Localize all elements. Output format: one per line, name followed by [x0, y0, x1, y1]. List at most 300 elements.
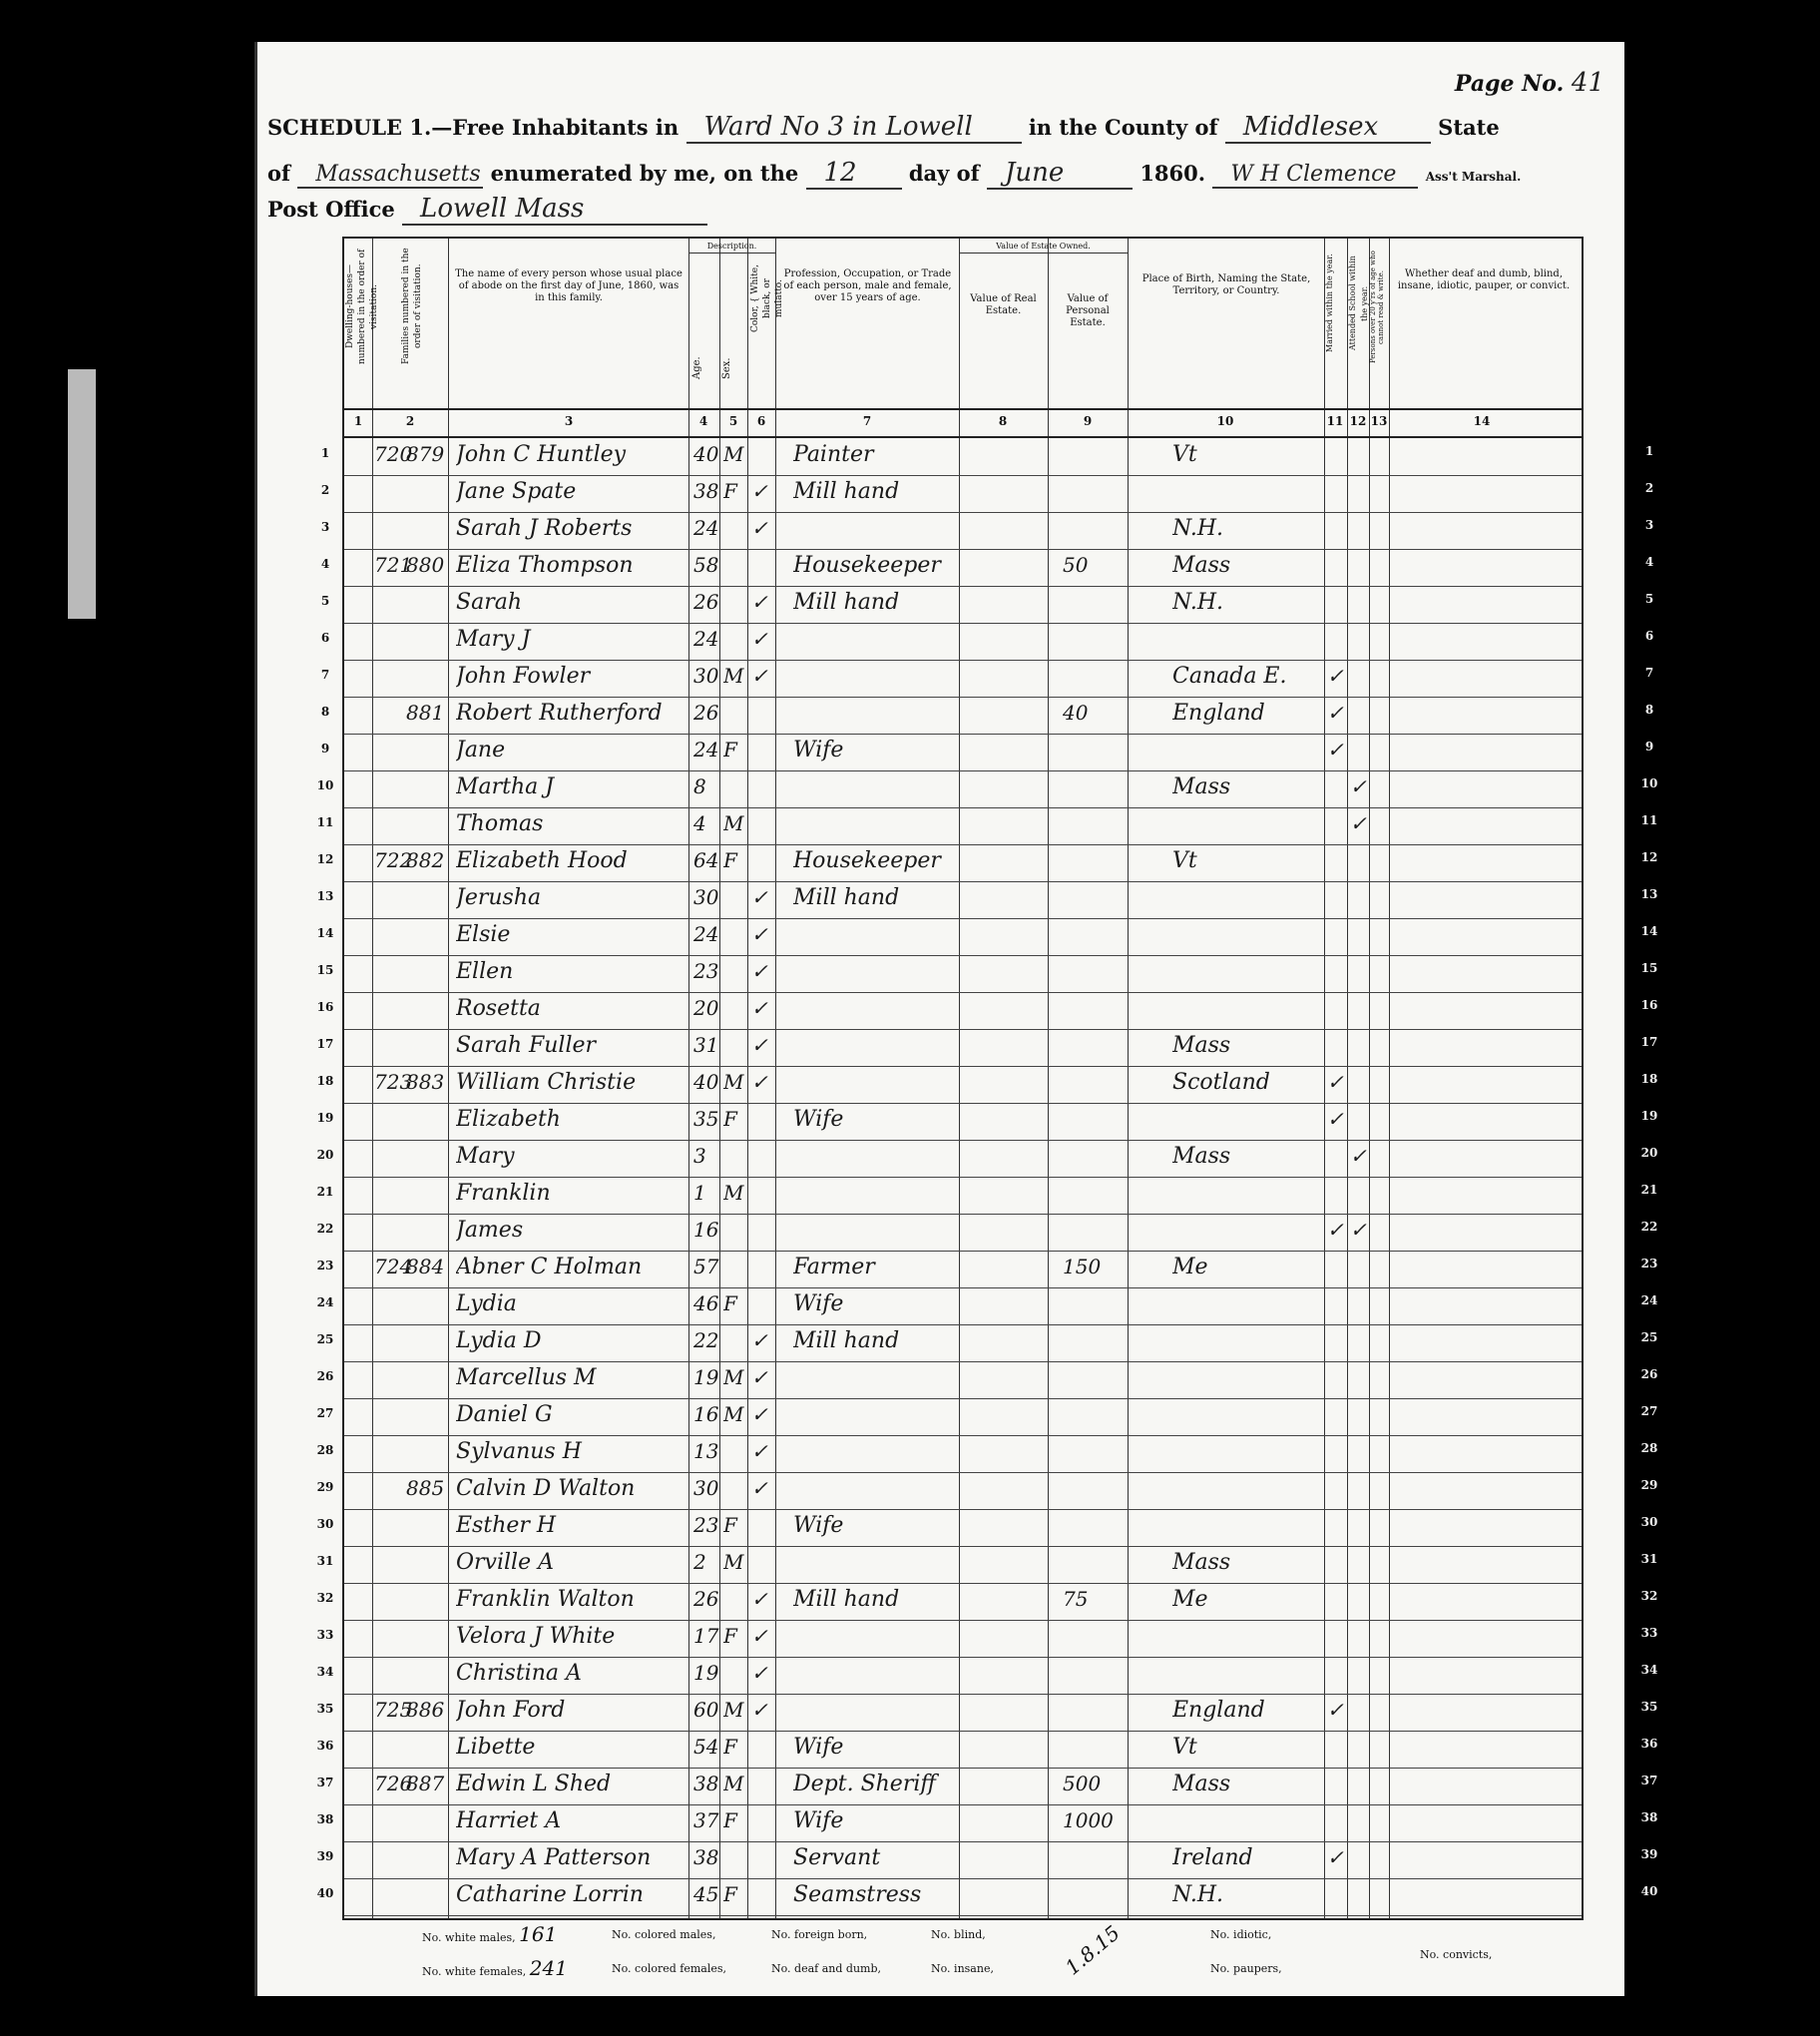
color-mark: ✓ [751, 664, 768, 688]
occupation: Housekeeper [793, 848, 941, 873]
table-row [316, 1583, 1582, 1621]
age: 19 [693, 1365, 719, 1389]
personal-estate-value: 50 [1063, 553, 1089, 577]
age: 60 [693, 1698, 719, 1722]
right-line-number: 22 [1640, 1220, 1658, 1234]
line-number: 17 [316, 1037, 334, 1051]
col-12-header: Attended School within the year. [1348, 255, 1369, 351]
right-line-number: 16 [1640, 998, 1658, 1012]
married-mark: ✓ [1327, 1845, 1344, 1869]
table-row [316, 1620, 1582, 1658]
birthplace: Mass [1172, 1772, 1231, 1796]
table-row [316, 1841, 1582, 1879]
color-mark: ✓ [751, 922, 768, 946]
color-mark: ✓ [751, 959, 768, 983]
col-num: 8 [998, 414, 1008, 428]
family-number: 879 [406, 442, 445, 466]
table-row [316, 1472, 1582, 1510]
age: 8 [693, 774, 706, 798]
age: 24 [693, 516, 719, 540]
age: 30 [693, 885, 719, 909]
col-num: 11 [1326, 414, 1344, 428]
right-line-number: 10 [1640, 776, 1658, 790]
occupation: Servant [793, 1845, 881, 1870]
person-name: Edwin L Shed [456, 1772, 612, 1796]
of-label: of [267, 161, 291, 186]
right-line-number: 32 [1640, 1589, 1658, 1603]
age: 13 [693, 1439, 719, 1463]
married-mark: ✓ [1327, 1107, 1344, 1131]
right-line-number: 4 [1644, 555, 1654, 569]
occupation: Farmer [793, 1255, 875, 1279]
color-mark: ✓ [751, 1698, 768, 1722]
state-field: Massachusetts [297, 162, 483, 189]
right-line-number: 11 [1640, 813, 1658, 827]
right-line-number: 28 [1640, 1441, 1658, 1455]
right-line-number: 27 [1640, 1404, 1658, 1418]
age: 26 [693, 1587, 719, 1611]
county-field: Middlesex [1225, 112, 1431, 144]
person-name: Catharine Lorrin [456, 1882, 644, 1907]
age: 30 [693, 664, 719, 688]
birthplace: Mass [1172, 1144, 1231, 1169]
person-name: Daniel G [456, 1402, 553, 1427]
age: 35 [693, 1107, 719, 1131]
col-4-header: Age. [691, 356, 702, 380]
color-mark: ✓ [751, 1587, 768, 1611]
line-number: 20 [316, 1148, 334, 1162]
age: 26 [693, 701, 719, 725]
table-row [316, 1361, 1582, 1399]
line-number: 12 [316, 852, 334, 866]
personal-estate-value: 500 [1063, 1772, 1102, 1795]
right-line-number: 15 [1640, 961, 1658, 975]
occupation: Mill hand [793, 885, 900, 910]
person-name: John Ford [456, 1698, 566, 1723]
right-line-number: 8 [1644, 703, 1654, 717]
line-number: 5 [320, 594, 330, 608]
person-name: Esther H [456, 1513, 557, 1538]
age: 64 [693, 848, 719, 872]
table-row [316, 1731, 1582, 1769]
table-header [344, 239, 1582, 410]
table-row [316, 1214, 1582, 1252]
marshal-field: W H Clemence [1212, 162, 1418, 189]
table-row [316, 1177, 1582, 1215]
column-number-row [344, 408, 1582, 438]
sex: M [723, 1772, 744, 1795]
white-females-label: No. white females, [422, 1965, 527, 1978]
person-name: John C Huntley [456, 442, 627, 467]
right-line-number: 20 [1640, 1146, 1658, 1160]
right-line-number: 37 [1640, 1774, 1658, 1787]
right-line-number: 24 [1640, 1293, 1658, 1307]
day-label: day of [908, 161, 980, 186]
right-line-number: 39 [1640, 1847, 1658, 1861]
post-office-field: Lowell Mass [402, 194, 707, 226]
person-name: Orville A [456, 1550, 554, 1575]
table-row [316, 1546, 1582, 1584]
person-name: Velora J White [456, 1624, 616, 1649]
age: 23 [693, 1513, 719, 1537]
line-number: 35 [316, 1702, 334, 1716]
line-number: 36 [316, 1739, 334, 1753]
age: 45 [693, 1882, 719, 1906]
table-row [320, 697, 1582, 735]
right-line-number: 25 [1640, 1330, 1658, 1344]
line-number: 15 [316, 963, 334, 977]
right-line-number: 18 [1640, 1072, 1658, 1086]
married-mark: ✓ [1327, 1698, 1344, 1722]
place-field: Ward No 3 in Lowell [686, 112, 1022, 144]
birthplace: England [1172, 701, 1265, 726]
white-males [422, 1922, 557, 1946]
line-number: 13 [316, 889, 334, 903]
right-line-number: 12 [1640, 850, 1658, 864]
line-number: 22 [316, 1222, 334, 1236]
right-line-number: 23 [1640, 1257, 1658, 1271]
color-mark: ✓ [751, 590, 768, 614]
line-number: 7 [320, 668, 330, 682]
estate-header: Value of Estate Owned. [959, 241, 1128, 254]
table-row [316, 918, 1582, 956]
right-line-number: 21 [1640, 1183, 1658, 1197]
line-number: 30 [316, 1517, 334, 1531]
line-number: 6 [320, 631, 330, 645]
color-mark: ✓ [751, 1476, 768, 1500]
person-name: William Christie [456, 1070, 637, 1095]
age: 40 [693, 442, 719, 466]
age: 40 [693, 1070, 719, 1094]
color-mark: ✓ [751, 1365, 768, 1389]
sex: M [723, 1550, 744, 1574]
table-row [320, 623, 1582, 661]
sex: F [723, 1808, 737, 1832]
right-line-number: 35 [1640, 1700, 1658, 1714]
table-row [316, 1140, 1582, 1178]
age: 24 [693, 627, 719, 651]
col-9-header: Value of Personal Estate. [1066, 293, 1110, 328]
white-males-label: No. white males, [422, 1931, 516, 1944]
person-name: Jerusha [456, 885, 542, 910]
right-line-number: 34 [1640, 1663, 1658, 1677]
birthplace: N.H. [1172, 516, 1224, 541]
birthplace: Vt [1172, 848, 1197, 873]
line-number: 31 [316, 1554, 334, 1568]
table-row [316, 1435, 1582, 1473]
line-number: 23 [316, 1259, 334, 1272]
line-number: 39 [316, 1849, 334, 1863]
table-row [320, 586, 1582, 624]
person-name: John Fowler [456, 664, 591, 689]
white-females-value: 241 [529, 1956, 568, 1980]
age: 38 [693, 1772, 719, 1795]
idiotic-label: No. idiotic, [1210, 1928, 1272, 1941]
person-name: Sylvanus H [456, 1439, 582, 1464]
line-number: 29 [316, 1480, 334, 1494]
table-row [316, 1509, 1582, 1547]
line-number: 34 [316, 1665, 334, 1679]
dwelling-number: 722 [374, 848, 413, 872]
line-number: 4 [320, 557, 330, 571]
line-number: 32 [316, 1591, 334, 1605]
col-num: 1 [353, 414, 363, 428]
table-row [316, 1251, 1582, 1288]
right-line-number: 3 [1644, 518, 1654, 532]
census-table [316, 237, 1584, 1920]
table-row [316, 1103, 1582, 1141]
col-num: 9 [1083, 414, 1093, 428]
col-10-header: Place of Birth, Naming the State, Territory, or Country. [1141, 273, 1311, 296]
married-mark: ✓ [1327, 1218, 1344, 1242]
occupation: Wife [793, 1291, 844, 1316]
white-females [422, 1956, 568, 1980]
age: 30 [693, 1476, 719, 1500]
age: 23 [693, 959, 719, 983]
table-row [320, 512, 1582, 550]
line-number: 14 [316, 926, 334, 940]
line-number: 1 [320, 446, 330, 460]
line-number: 10 [316, 778, 334, 792]
birthplace: N.H. [1172, 1882, 1224, 1907]
age: 54 [693, 1735, 719, 1759]
col-num: 2 [405, 414, 415, 428]
personal-estate-value: 1000 [1063, 1808, 1114, 1832]
person-name: Eliza Thompson [456, 553, 634, 578]
col-num: 3 [564, 414, 574, 428]
age: 31 [693, 1033, 719, 1057]
right-line-number: 2 [1644, 481, 1654, 495]
table-row [316, 992, 1582, 1030]
birthplace: England [1172, 1698, 1265, 1723]
person-name: Elsie [456, 922, 511, 947]
married-mark: ✓ [1327, 738, 1344, 762]
line-number: 16 [316, 1000, 334, 1014]
right-line-number: 9 [1644, 740, 1654, 754]
right-line-number: 38 [1640, 1810, 1658, 1824]
post-office-label: Post Office [267, 197, 395, 222]
married-mark: ✓ [1327, 1070, 1344, 1094]
occupation: Wife [793, 1808, 844, 1833]
line-number: 28 [316, 1443, 334, 1457]
person-name: Elizabeth Hood [456, 848, 628, 873]
right-line-number: 1 [1644, 444, 1654, 458]
sex: F [723, 848, 737, 872]
person-name: Libette [456, 1735, 536, 1760]
family-number: 883 [406, 1070, 445, 1094]
color-mark: ✓ [751, 996, 768, 1020]
birthplace: Vt [1172, 442, 1197, 467]
foreign-born-label: No. foreign born, [771, 1928, 868, 1941]
year-label: 1860. [1139, 161, 1206, 186]
table-row [316, 1804, 1582, 1842]
page-number [1455, 68, 1604, 98]
personal-estate-value: 40 [1063, 701, 1089, 725]
school-mark: ✓ [1350, 774, 1367, 798]
person-name: Thomas [456, 811, 544, 836]
sex: F [723, 738, 737, 762]
occupation: Mill hand [793, 1587, 900, 1612]
line-number: 21 [316, 1185, 334, 1199]
dwelling-number: 723 [374, 1070, 413, 1094]
color-mark: ✓ [751, 516, 768, 540]
occupation: Housekeeper [793, 553, 941, 578]
col-num: 6 [756, 414, 766, 428]
col-14-header: Whether deaf and dumb, blind, insane, idiotic, pauper, or convict. [1397, 268, 1571, 291]
insane-label: No. insane, [931, 1962, 994, 1975]
header-line-3 [267, 194, 707, 226]
enumerated-label: enumerated by me, on the [490, 161, 799, 186]
age: 2 [693, 1550, 706, 1574]
county-label: in the County of [1028, 115, 1218, 140]
person-name: Martha J [456, 774, 555, 799]
table-row [316, 844, 1582, 882]
right-line-number: 36 [1640, 1737, 1658, 1751]
person-name: Jane Spate [456, 479, 577, 504]
line-number: 24 [316, 1295, 334, 1309]
table-row [316, 1324, 1582, 1362]
dwelling-number: 726 [374, 1772, 413, 1795]
col-8-header: Value of Real Estate. [970, 293, 1037, 316]
table-row [320, 549, 1582, 587]
table-row [316, 1066, 1582, 1104]
tally-mark: 1.8.15 [1060, 1920, 1125, 1980]
dwelling-number: 724 [374, 1255, 413, 1278]
color-mark: ✓ [751, 1439, 768, 1463]
description-header: Description. [688, 241, 775, 254]
convicts-label: No. convicts, [1420, 1948, 1493, 1961]
personal-estate-value: 75 [1063, 1587, 1089, 1611]
right-line-number: 26 [1640, 1367, 1658, 1381]
age: 4 [693, 811, 706, 835]
birthplace: Mass [1172, 553, 1231, 578]
age: 24 [693, 922, 719, 946]
sex: M [723, 1365, 744, 1389]
marshal-label: Ass't Marshal. [1425, 170, 1522, 184]
table-row [320, 660, 1582, 698]
deaf-dumb-label: No. deaf and dumb, [771, 1962, 881, 1975]
age: 38 [693, 1845, 719, 1869]
occupation: Wife [793, 1513, 844, 1538]
right-line-number: 31 [1640, 1552, 1658, 1566]
age: 16 [693, 1218, 719, 1242]
sex: F [723, 1882, 737, 1906]
person-name: Sarah Fuller [456, 1033, 597, 1058]
person-name: Christina A [456, 1661, 582, 1686]
dwelling-number: 721 [374, 553, 413, 577]
table-row [316, 1287, 1582, 1325]
month-field: June [987, 158, 1133, 190]
person-name: Mary [456, 1144, 515, 1169]
right-line-number: 29 [1640, 1478, 1658, 1492]
col-1-header: Dwelling-houses—numbered in the order of visitation. [345, 249, 379, 364]
right-line-number: 5 [1644, 592, 1654, 606]
age: 58 [693, 553, 719, 577]
person-name: Sarah J Roberts [456, 516, 633, 541]
occupation: Mill hand [793, 1328, 900, 1353]
sex: M [723, 1181, 744, 1205]
age: 19 [693, 1661, 719, 1685]
occupation: Mill hand [793, 590, 900, 615]
state-label: State [1438, 115, 1500, 140]
married-mark: ✓ [1327, 664, 1344, 688]
table-row [316, 1694, 1582, 1732]
occupation: Painter [793, 442, 874, 467]
table-row [316, 881, 1582, 919]
line-number: 8 [320, 705, 330, 719]
sex: M [723, 442, 744, 466]
right-line-number: 17 [1640, 1035, 1658, 1049]
age: 24 [693, 738, 719, 762]
person-name: Calvin D Walton [456, 1476, 636, 1501]
right-line-number: 13 [1640, 887, 1658, 901]
color-mark: ✓ [751, 885, 768, 909]
table-row [320, 734, 1582, 771]
col-11-header: Married within the year. [1325, 254, 1334, 353]
birthplace: Me [1172, 1255, 1208, 1279]
age: 3 [693, 1144, 706, 1168]
person-name: Robert Rutherford [456, 701, 663, 726]
color-mark: ✓ [751, 1661, 768, 1685]
col-3-header: The name of every person whose usual place of abode on the first day of June, 1860, was in this family. [455, 268, 682, 303]
person-name: Franklin [456, 1181, 551, 1206]
age: 22 [693, 1328, 719, 1352]
person-name: Sarah [456, 590, 522, 615]
col-2-header: Families numbered in the order of visitation. [401, 248, 423, 365]
page-number-value: 41 [1571, 68, 1604, 98]
birthplace: Mass [1172, 1550, 1231, 1575]
table-row [316, 955, 1582, 993]
table-row [316, 1657, 1582, 1695]
right-line-number: 30 [1640, 1515, 1658, 1529]
col-7-header: Profession, Occupation, or Trade of each person, male and female, over 15 years of age. [783, 268, 952, 303]
line-number: 26 [316, 1369, 334, 1383]
age: 16 [693, 1402, 719, 1426]
school-mark: ✓ [1350, 1144, 1367, 1168]
sex: M [723, 664, 744, 688]
color-mark: ✓ [751, 1070, 768, 1094]
col-5-header: Sex. [721, 357, 732, 379]
line-number: 18 [316, 1074, 334, 1088]
person-name: Lydia [456, 1291, 517, 1316]
color-mark: ✓ [751, 627, 768, 651]
color-mark: ✓ [751, 1624, 768, 1648]
line-number: 37 [316, 1776, 334, 1789]
line-number: 11 [316, 815, 334, 829]
sex: M [723, 1698, 744, 1722]
sex: F [723, 1735, 737, 1759]
col-num: 12 [1349, 414, 1367, 428]
age: 37 [693, 1808, 719, 1832]
person-name: Marcellus M [456, 1365, 597, 1390]
white-males-value: 161 [519, 1922, 558, 1946]
person-name: Harriet A [456, 1808, 562, 1833]
family-number: 882 [406, 848, 445, 872]
day-field: 12 [806, 158, 902, 190]
header-line-1 [267, 112, 1500, 144]
table-row [316, 1878, 1582, 1916]
table-row [316, 770, 1582, 808]
col-13-header: Persons over 20 y'rs of age who cannot read & write. [1369, 251, 1385, 364]
right-line-number: 6 [1644, 629, 1654, 643]
right-line-number: 40 [1640, 1884, 1658, 1898]
person-name: James [456, 1218, 524, 1243]
age: 17 [693, 1624, 719, 1648]
col-num: 13 [1370, 414, 1388, 428]
birthplace: Mass [1172, 1033, 1231, 1058]
family-number: 887 [406, 1772, 445, 1795]
schedule-title: SCHEDULE 1.—Free Inhabitants in [267, 115, 680, 140]
